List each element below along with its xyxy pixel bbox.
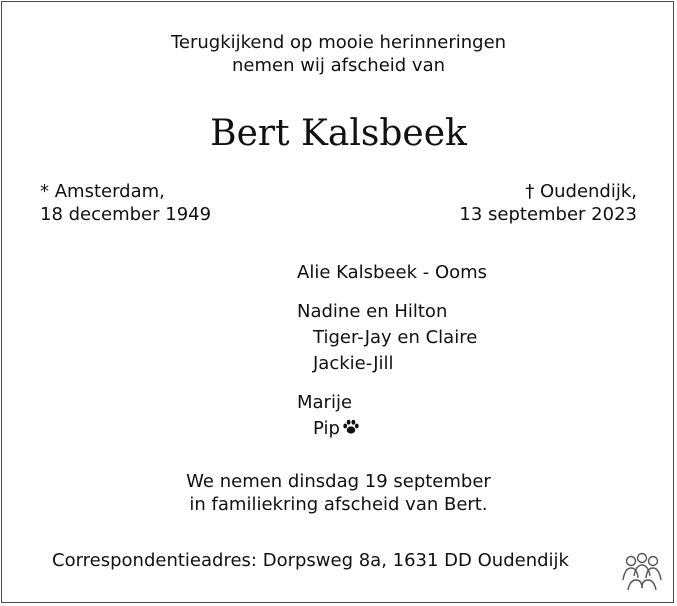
birth-date: 18 december 1949 xyxy=(40,204,212,225)
deceased-name: Bert Kalsbeek xyxy=(210,113,467,154)
family-figures-logo xyxy=(620,552,664,600)
correspondence-address: Correspondentieadres: Dorpsweg 8a, 1631 DD Oudendijk xyxy=(52,550,569,571)
death-date: 13 september 2023 xyxy=(459,204,637,225)
family-member-pet xyxy=(297,416,487,444)
family-member-spouse: Alie Kalsbeek - Ooms xyxy=(297,262,488,283)
family-member-grandchild: Tiger-Jay en Claire xyxy=(313,327,478,348)
pet-name: Pip xyxy=(313,418,340,439)
closing-text xyxy=(0,470,677,516)
intro-line-1: Terugkijkend op mooie herinneringen xyxy=(170,32,507,53)
family-member-grandchild: Jackie-Jill xyxy=(313,353,394,374)
death-info xyxy=(459,180,637,226)
intro-text xyxy=(0,31,677,77)
death-place: † Oudendijk, xyxy=(525,181,637,202)
family-member-child: Nadine en Hilton xyxy=(297,301,448,322)
family-member-child: Marije xyxy=(297,392,353,413)
family-list xyxy=(297,260,487,444)
intro-line-2: nemen wij afscheid van xyxy=(231,55,446,76)
birth-place: * Amsterdam, xyxy=(40,181,165,202)
paw-icon xyxy=(342,418,360,444)
closing-line-2: in familiekring afscheid van Bert. xyxy=(189,494,488,515)
closing-line-1: We nemen dinsdag 19 september xyxy=(186,471,491,492)
birth-info xyxy=(40,180,211,226)
